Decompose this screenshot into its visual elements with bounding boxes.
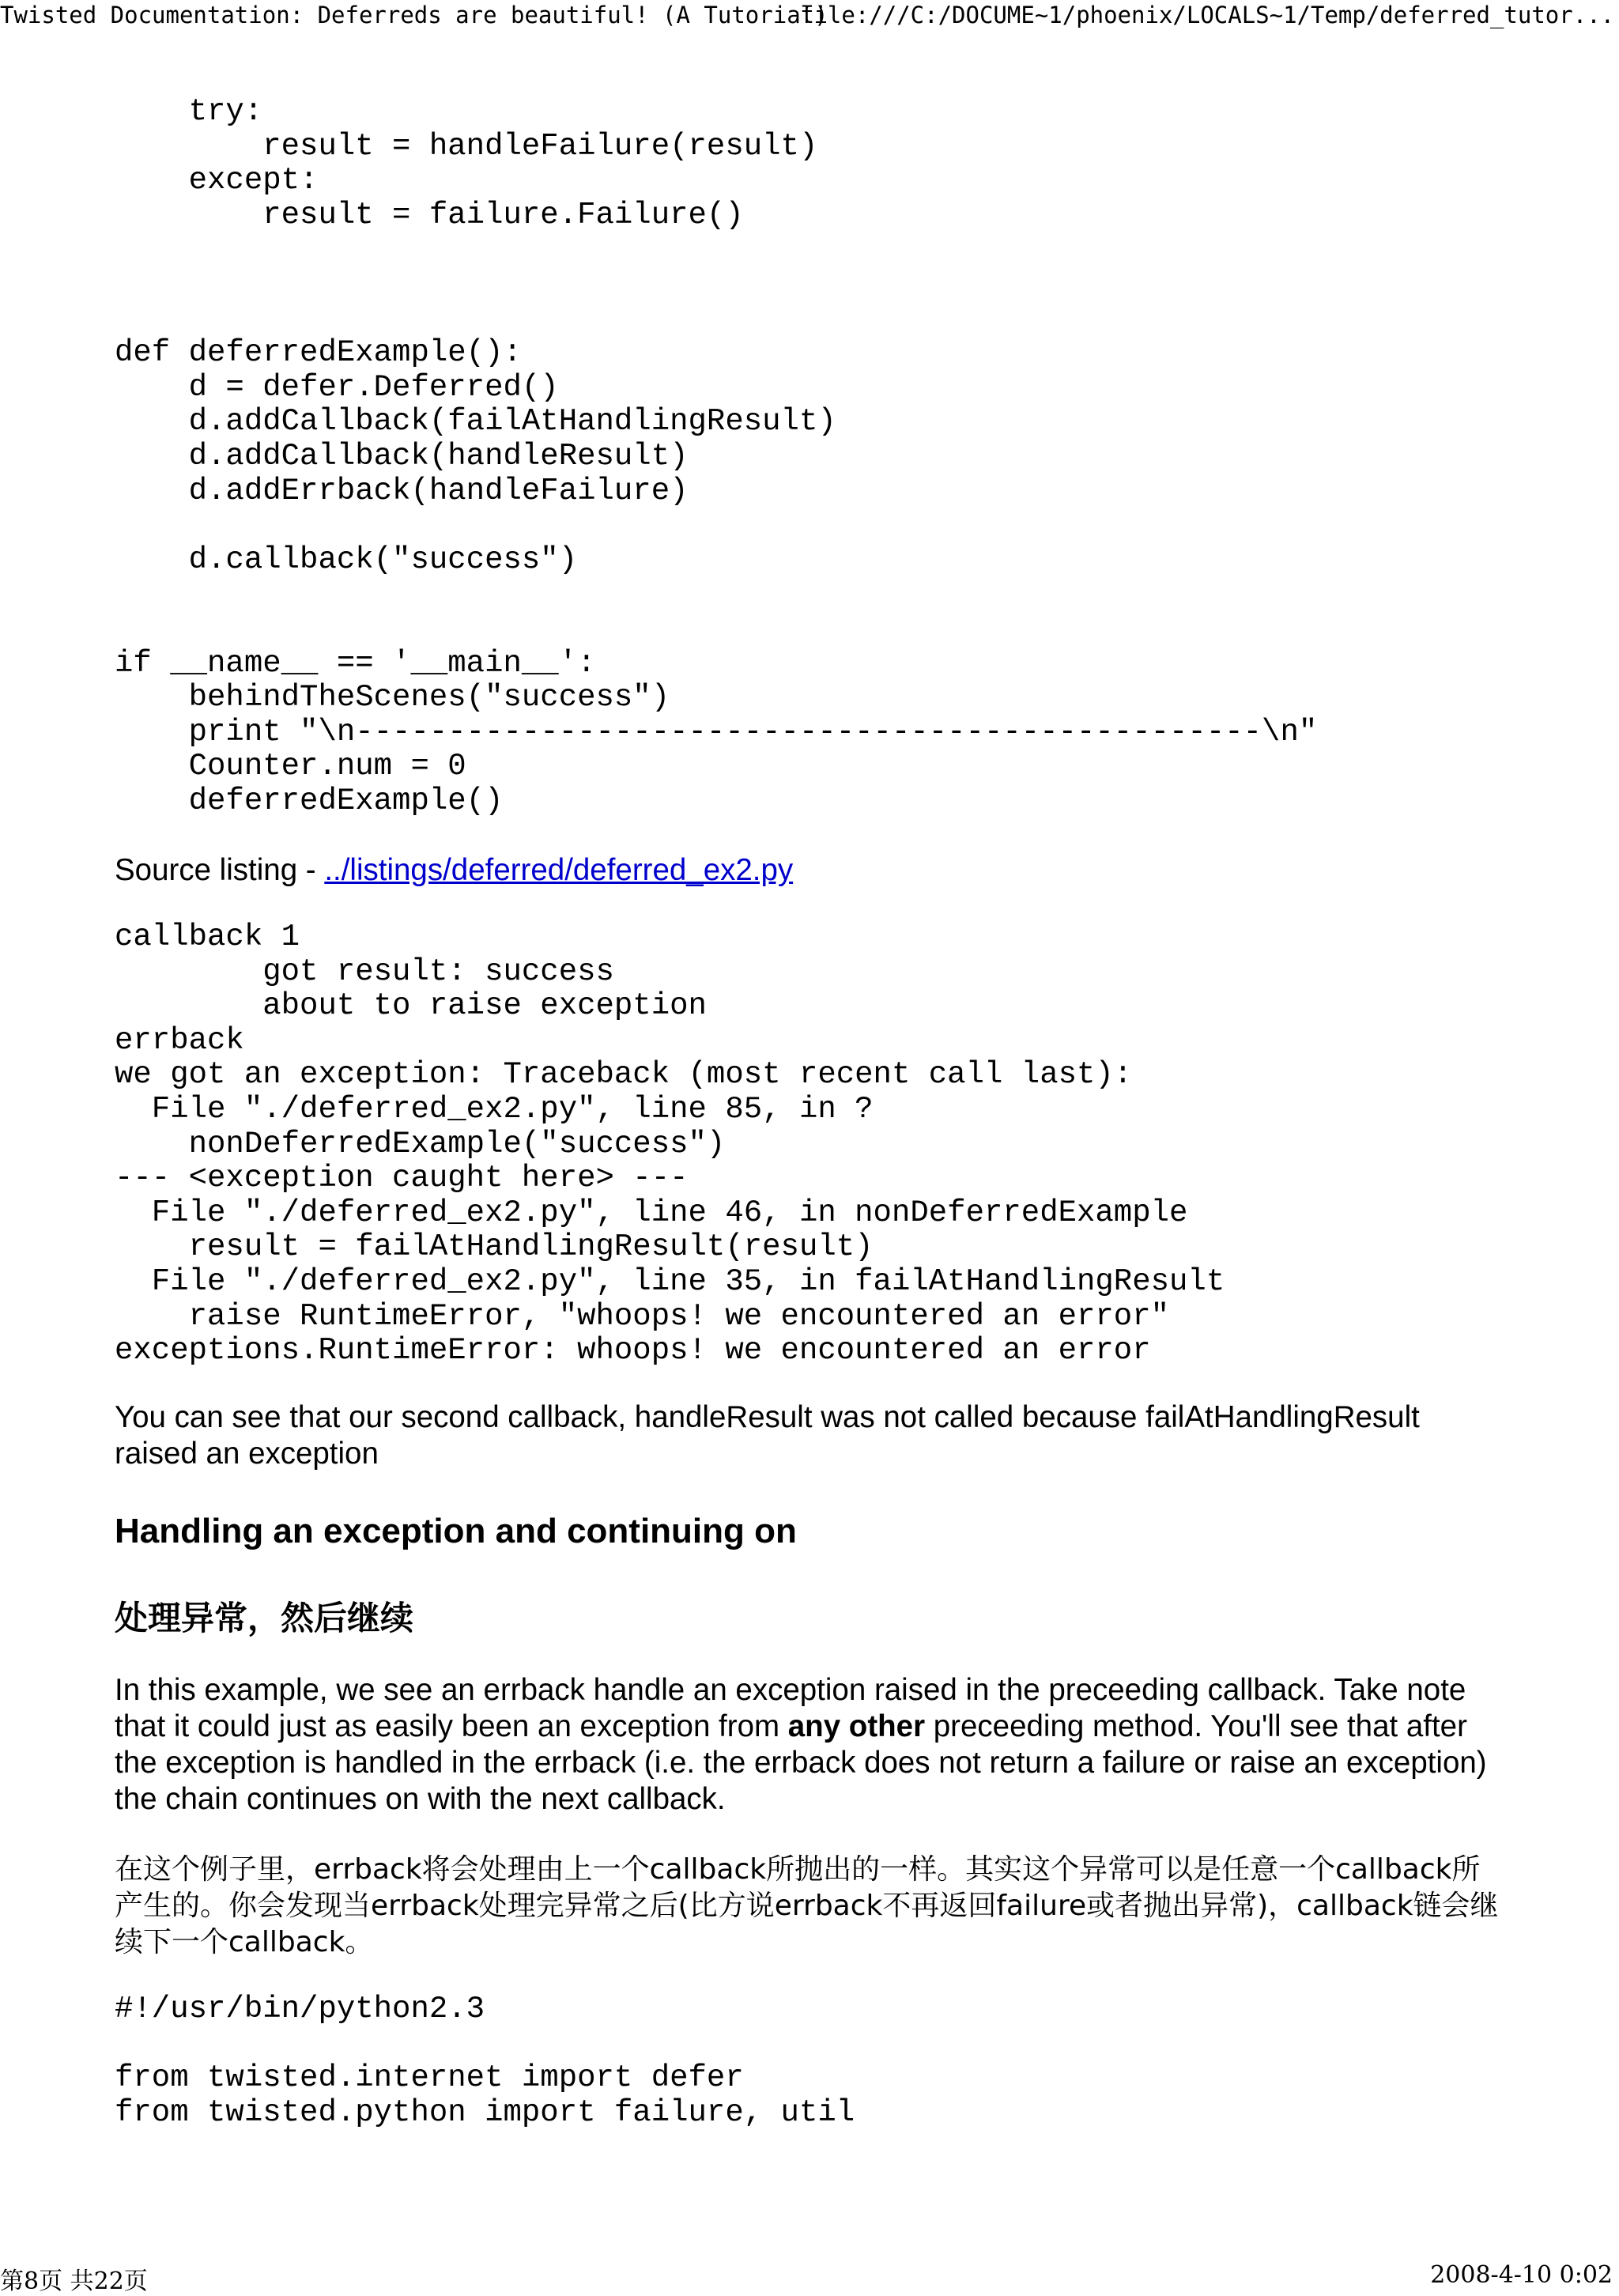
paragraph-example-en-rest: preceeding method. You'll see that after the exception is handled in the errback (i.e. the errback does not return a failure or raise an exception) the chain continues on with the next callback. [115, 1709, 1487, 1816]
header-url: file:///C:/DOCUME~1/phoenix/LOCALS~1/Temp/deferred_tutor... [800, 2, 1615, 28]
code-block-imports: #!/usr/bin/python2.3 from twisted.internet import defer from twisted.python import failure, util [115, 1992, 855, 2130]
paragraph-example-en-bold: any other [787, 1709, 926, 1743]
footer-page-number: 第8页 共22页 [0, 2268, 148, 2295]
code-block-output: callback 1 got result: success about to raise exception errback we got an exception: Traceback (most recent call last): File "./deferred_ex2.py", line 85, in ? nonDeferredExample("success") --- <exception caught here> --- File "./deferred_ex2.py", line 46, in nonDeferredExample result = failAtHandlingResult(result) File "./deferred_ex2.py", line 35, in failAtHandlingResult raise RuntimeError, "whoops! we encountered an error" exceptions.RuntimeError: whoops! we encountered an error [115, 920, 1225, 1369]
paragraph-example-cn: 在这个例子里，errback将会处理由上一个callback所抛出的一样。其实这个异常可以是任意一个callback所产生的。你会发现当errback处理完异常之后(比方说errback不再返回failure或者抛出异常)，callback链会继续下一个callback。 [115, 1853, 1499, 1958]
paragraph-example-en-text: In this example, we see an errback handle an exception raised in the preceeding callback. Take note that it could just as easily been an exception from [115, 1673, 1466, 1743]
section-heading-en: Handling an exception and continuing on [115, 1512, 797, 1550]
paragraph-explanation: You can see that our second callback, handleResult was not called because failAtHandlingResult raised an exception [115, 1400, 1420, 1471]
code-block-deferred-example: try: result = handleFailure(result) except: result = failure.Failure() def deferredExample(): d = defer.Deferred() d.addCallback(failAtHandlingResult) d.addCallback(handleResult) d.addErrback(handleFailure) d.callback("success") if __name__ == '__main__': behindTheScenes("success") print "\n-------------------------------------------------\n" Counter.num = 0 deferredExample() [115, 94, 1318, 818]
header-title: Twisted Documentation: Deferreds are beautiful! (A Tutorial) [0, 2, 828, 28]
section-heading-cn: 处理异常，然后继续 [115, 1599, 414, 1637]
source-listing [115, 852, 793, 889]
source-listing-label: Source listing - [115, 853, 325, 887]
footer-datetime: 2008-4-10 0:02 [1430, 2261, 1613, 2289]
source-listing-link[interactable]: ../listings/deferred/deferred_ex2.py [324, 853, 794, 887]
paragraph-example-en [115, 1672, 1506, 1818]
